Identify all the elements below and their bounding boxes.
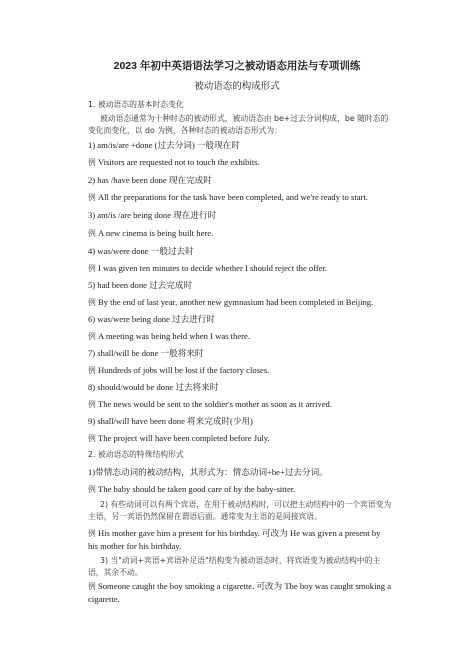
example-text: The baby should be taken good care of by the baby-sitter. — [95, 484, 296, 494]
section-heading: 1. 被动语态的基本时态变化 — [88, 100, 184, 109]
example-text: All the preparations for the task have been completed, and we're ready to start. — [95, 192, 368, 202]
form-item: 8) should/would be done 过去将来时 — [88, 382, 219, 392]
paragraph: 被动语态通常为十种时态的被动形式，被动语态由 be+过去分词构成，be 随时态的变化而变化，以 do 为例，各种时态的被动语态形式为： — [88, 114, 389, 135]
example-line — [88, 432, 392, 445]
example-line — [88, 580, 392, 605]
example-line — [88, 398, 392, 411]
example-line — [88, 262, 392, 275]
example-label: 例 — [88, 158, 96, 167]
example-line — [88, 483, 392, 496]
example-label: 例 — [88, 332, 96, 341]
example-line — [88, 296, 392, 309]
paragraph: 3) 当"动词+宾语+宾语补足语"结构变为被动语态时，将宾语变为被动结构中的主语，其余不动。 — [88, 556, 381, 577]
section-heading: 2. 被动语态的特殊结构形式 — [88, 450, 184, 459]
example-text: The news would be sent to the soldier's mother as soon as it arrived. — [95, 399, 332, 409]
example-label: 例 — [88, 529, 96, 538]
example-text: Visitors are requested not to touch the exhibits. — [95, 157, 260, 167]
example-label: 例 — [88, 582, 96, 591]
example-label: 例 — [88, 485, 96, 494]
example-line — [88, 364, 392, 377]
example-label: 例 — [88, 400, 96, 409]
paragraph: 2) 有些动词可以有两个宾语，在用于被动结构时，可以把主动结构中的一个宾语变为主语，另一宾语仍然保留在谓语后面。通常变为主语的是间接宾语。 — [88, 500, 392, 521]
example-line — [88, 191, 392, 204]
form-item: 4) was/were done 一般过去时 — [88, 246, 194, 256]
example-label: 例 — [88, 298, 96, 307]
form-item: 1) am/is/are +done (过去分词) 一般现在时 — [88, 140, 240, 150]
form-item: 5) had been done 过去完成时 — [88, 280, 193, 290]
example-label: 例 — [88, 366, 96, 375]
example-label: 例 — [88, 193, 96, 202]
form-item: 2) has /have been done 现在完成时 — [88, 175, 212, 185]
example-text: Someone caught the boy smoking a cigarette. 可改为 The boy was caught smoking a cigarette. — [88, 581, 392, 604]
document-title: 2023 年初中英语语法学习之被动语态用法与专项训练 — [113, 60, 361, 72]
example-text: A new cinema is being built here. — [95, 228, 214, 238]
example-text: A meeting was being held when I was there. — [95, 331, 250, 341]
form-item: 1)带情态动词的被动结构，其形式为：情态动词+be+过去分词。 — [88, 467, 328, 477]
example-label: 例 — [88, 264, 96, 273]
form-item: 7) shall/will be done 一般将来时 — [88, 348, 204, 358]
form-item: 9) shall/will have been done 将来完成时(少用) — [88, 416, 253, 426]
example-text: The project will have been completed before July. — [95, 433, 270, 443]
example-label: 例 — [88, 229, 96, 238]
example-text: Hundreds of jobs will be lost if the factory closes. — [95, 365, 270, 375]
example-text: I was given ten minutes to decide whether I should reject the offer. — [95, 263, 328, 273]
section-subtitle: 被动语态的构成形式 — [194, 81, 280, 92]
example-line — [88, 227, 392, 240]
example-label: 例 — [88, 434, 96, 443]
example-line — [88, 330, 392, 343]
example-text: His mother gave him a present for his birthday. 可改为 He was given a present by his mother for his birthday. — [88, 528, 381, 551]
example-line — [88, 156, 392, 169]
form-item: 6) was/were being done 过去进行时 — [88, 314, 215, 324]
example-text: By the end of last year, another new gymnasium had been completed in Beijing. — [95, 297, 374, 307]
example-line — [88, 527, 392, 552]
form-item: 3) am/is /are being done 现在进行时 — [88, 210, 217, 220]
